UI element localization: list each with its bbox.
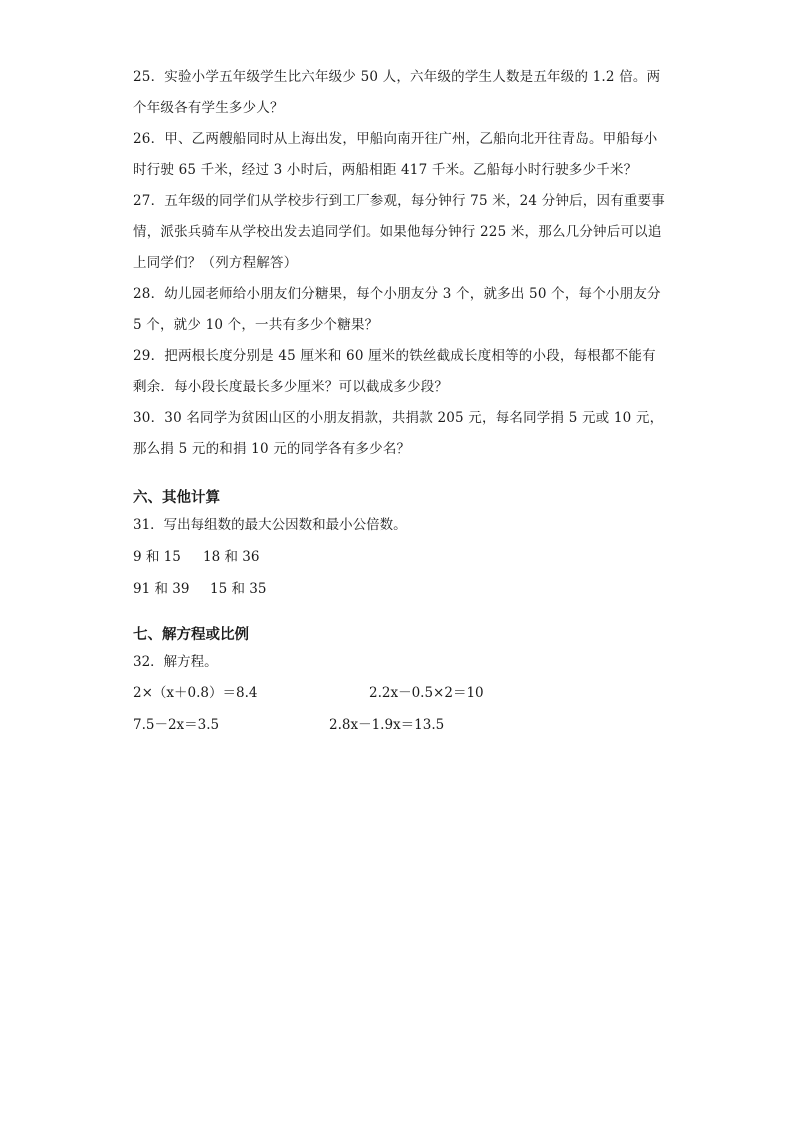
problem-29 [133, 341, 668, 403]
number-pair: 9 和 15 [133, 549, 181, 565]
equation: 2.2x－0.5×2＝10 [369, 685, 484, 701]
problem-number: 26． [133, 131, 165, 147]
problem-30 [133, 403, 668, 465]
equation: 2.8x－1.9x＝13.5 [329, 717, 445, 733]
problem-text: 五年级的同学们从学校步行到工厂参观，每分钟行 75 米，24 分钟后，因有重要事情，派张兵骑车从学校出发去追同学们。如果他每分钟行 225 米，那么几分钟后可以追上同学们？（列方程解答） [133, 193, 666, 271]
section-7-title: 七、解方程或比例 [133, 627, 249, 643]
problem-number: 29． [133, 348, 165, 364]
number-pair: 15 和 35 [210, 581, 267, 597]
problem-28 [133, 279, 668, 341]
problem-number: 30． [133, 410, 165, 426]
number-pair: 91 和 39 [133, 581, 190, 597]
problem-27 [133, 186, 668, 279]
problem-text: 把两根长度分别是 45 厘米和 60 厘米的铁丝截成长度相等的小段，每根都不能有剩余．每小段长度最长多少厘米？可以截成多少段？ [133, 348, 656, 395]
problem-text: 30 名同学为贫困山区的小朋友捐款，共捐款 205 元，每名同学捐 5 元或 10 元，那么捐 5 元的和捐 10 元的同学各有多少名？ [133, 410, 664, 457]
problem-26 [133, 124, 668, 186]
section-6-title: 六、其他计算 [133, 490, 220, 506]
number-pair: 18 和 36 [203, 549, 260, 565]
problem-number: 28． [133, 286, 165, 302]
problem-text: 甲、乙两艘船同时从上海出发，甲船向南开往广州，乙船向北开往青岛。甲船每小时行驶 65 千米，经过 3 小时后，两船相距 417 千米。乙船每小时行驶多少千米？ [133, 131, 658, 178]
problem-text: 实验小学五年级学生比六年级少 50 人，六年级的学生人数是五年级的 1.2 倍。两个年级各有学生多少人？ [133, 69, 661, 116]
question-31: 31．写出每组数的最大公因数和最小公倍数。 [133, 517, 407, 533]
equation: 7.5－2x＝3.5 [133, 717, 220, 733]
equation: 2×（x＋0.8）＝8.4 [133, 685, 258, 701]
problem-number: 25． [133, 69, 165, 85]
problem-25 [133, 62, 668, 124]
problem-text: 幼儿园老师给小朋友们分糖果，每个小朋友分 3 个，就多出 50 个，每个小朋友分 5 个，就少 10 个，一共有多少个糖果？ [133, 286, 661, 333]
question-32: 32．解方程。 [133, 654, 218, 670]
problem-number: 27． [133, 193, 165, 209]
